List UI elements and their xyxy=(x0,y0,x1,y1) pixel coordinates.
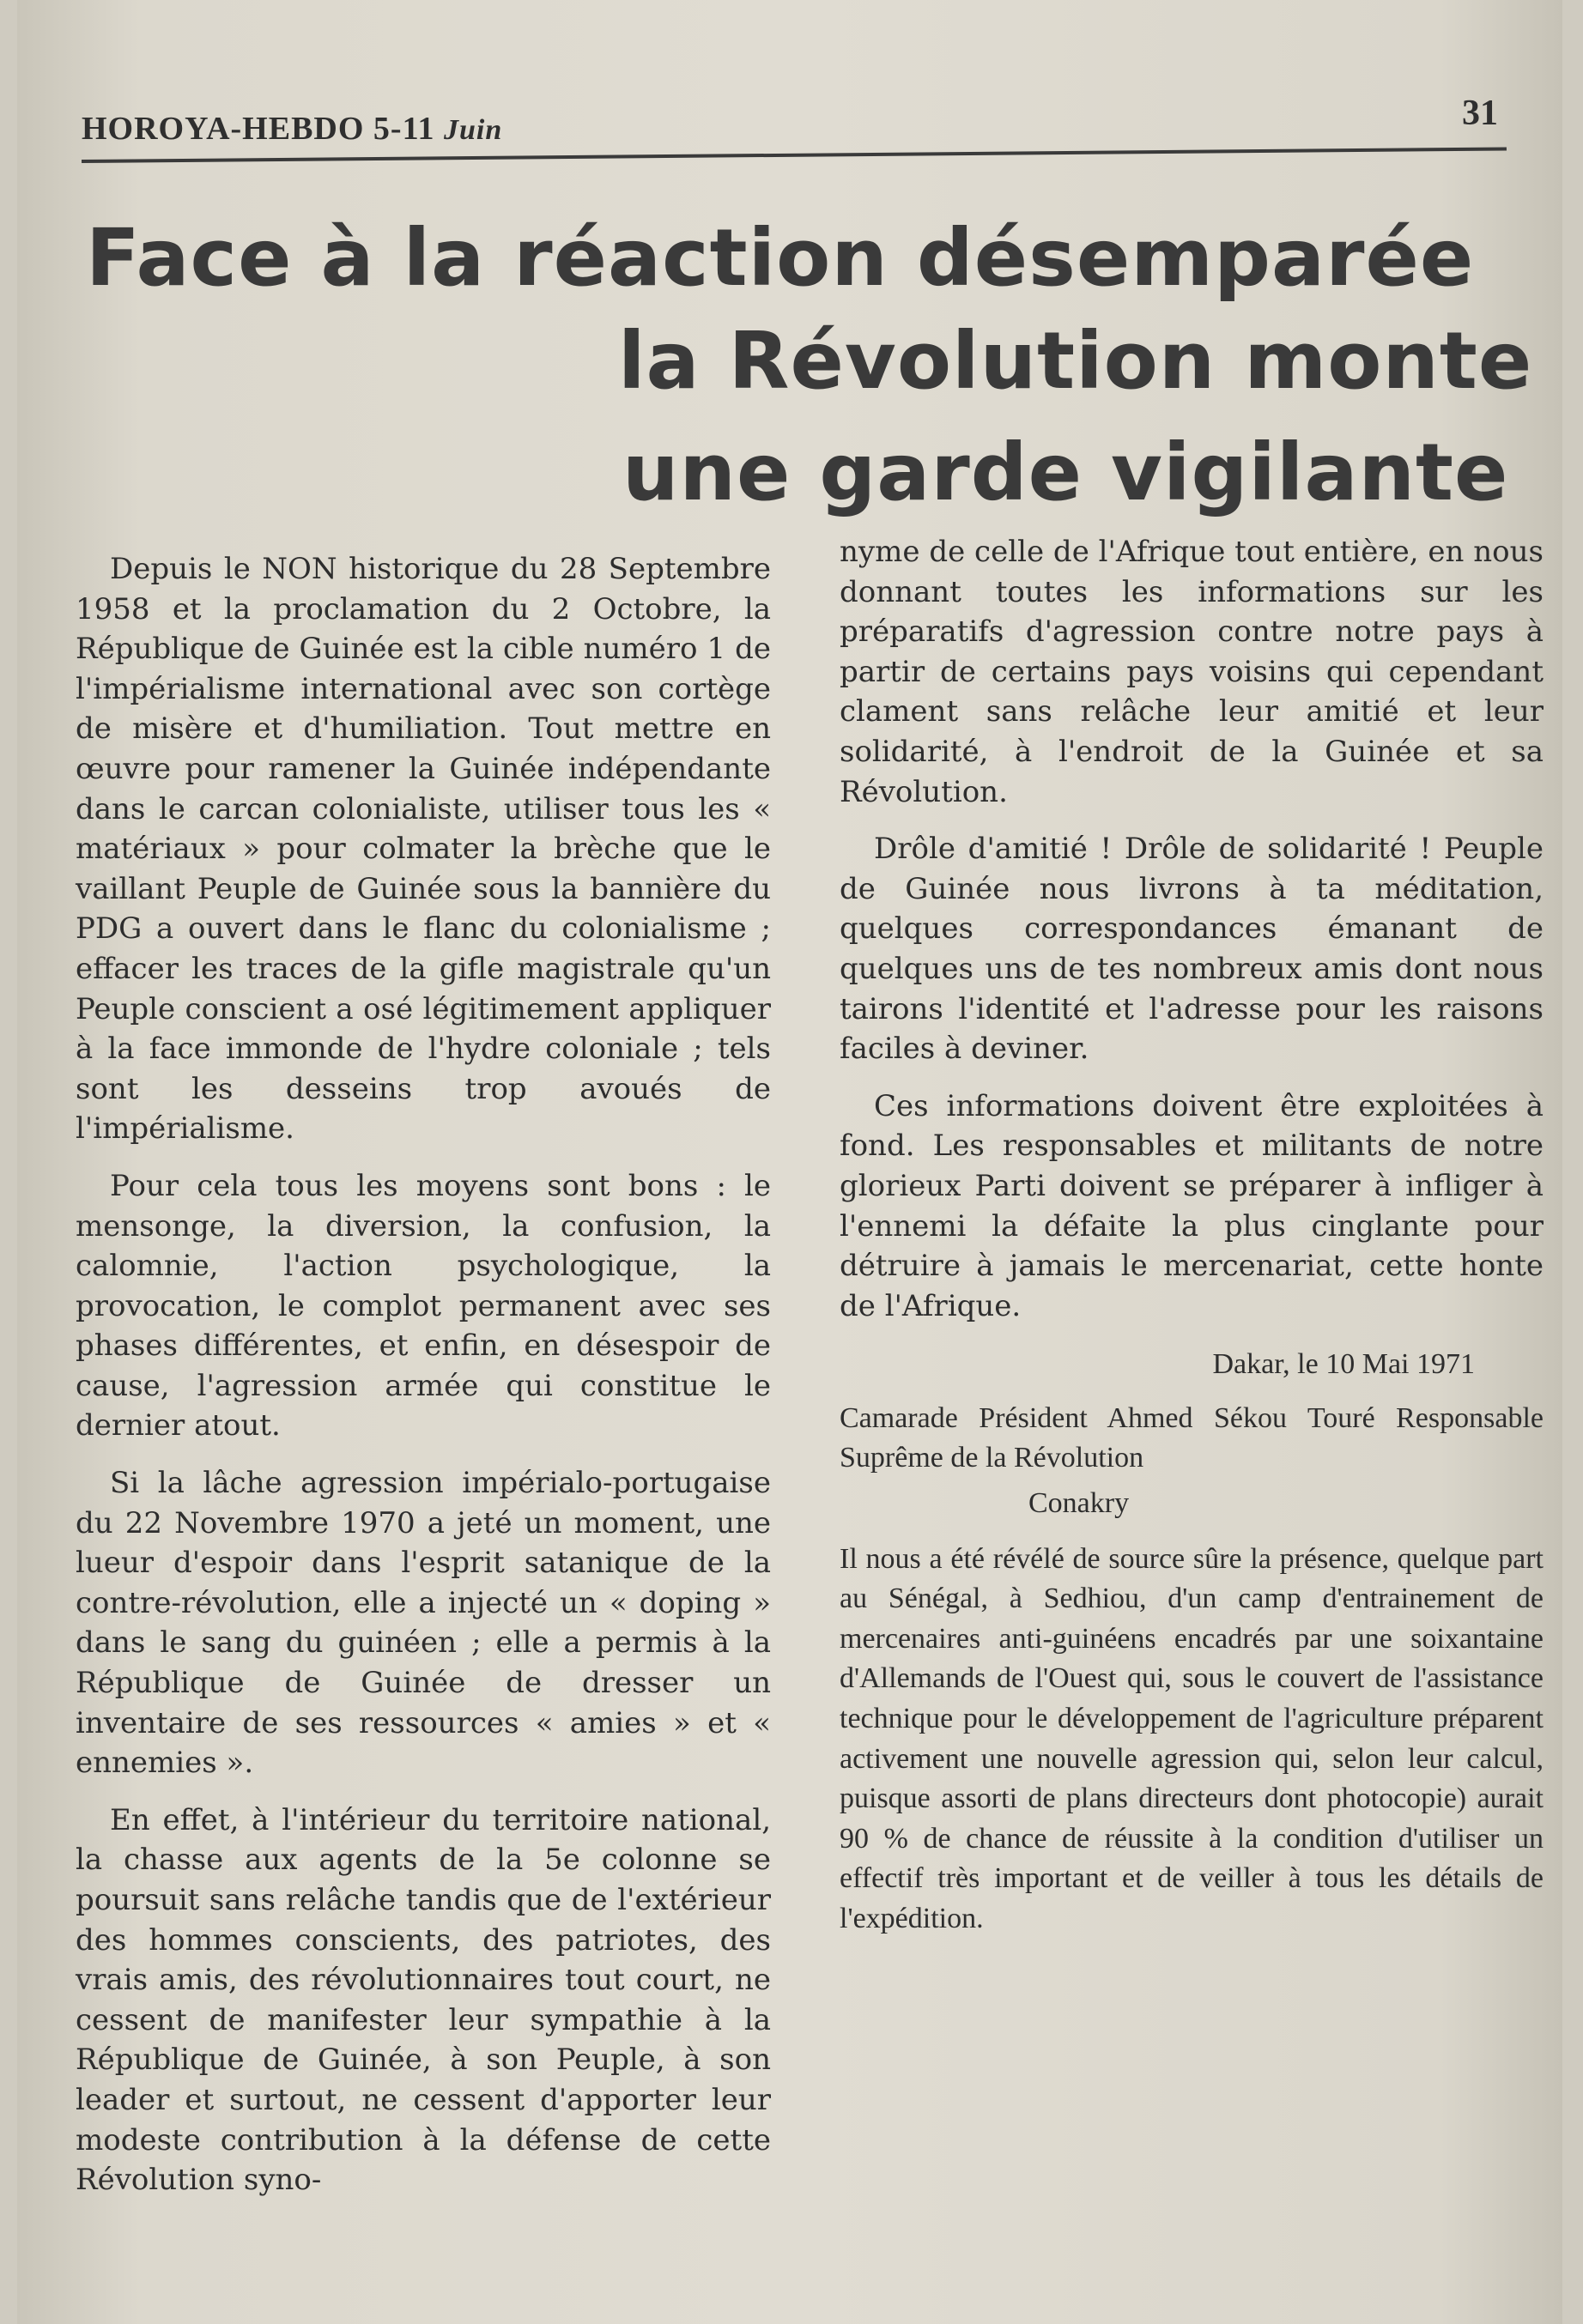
letter-body: Il nous a été révélé de source sûre la présence, quelque part au Sénégal, à Sedhiou, d'un camp d'entrainement de mercenaires anti-guinéens encadrés par une soixantaine d'Allemands de l'Ouest qui, sous le couvert de l'assistance technique pour le développement de l'agriculture préparent activement une nouvelle agression qui, selon leur calcul, puisque assorti de plans directeurs dont photocopie) aurait 90 % de chance de réussite à la condition d'utiliser un effectif très important et de veiller à tous les détails de l'expédition. xyxy=(840,1542,1544,1934)
paragraph: En effet, à l'intérieur du territoire national, la chasse aux agents de la 5e colonne se poursuit sans relâche tandis que de l'extérieur des hommes conscients, des patriotes, des vrais amis, des révolutionnaires tout court, ne cessent de manifester leur sympathie à la République de Guinée, à son Peuple, à son leader et surtout, ne cessent d'apporter leur modeste contribution à la défense de cette Révolution syno- xyxy=(76,1802,771,2198)
headline-line-1: Face à la réaction désemparée xyxy=(86,212,1475,304)
letter-dateline: Dakar, le 10 Mai 1971 xyxy=(1212,1348,1475,1381)
header-rule xyxy=(82,148,1507,163)
paragraph: Pour cela tous les moyens sont bons : le mensonge, la diversion, la confusion, la calomnie, l'action psychologique, la provocation, le complot permanent avec ses phases différentes, et enfin, en désespoir de cause, l'agression armée qui constitue le dernier atout. xyxy=(76,1168,771,1443)
left-column xyxy=(76,549,771,2218)
newspaper-page xyxy=(17,0,1562,2324)
paragraph: Depuis le NON historique du 28 Septembre 1958 et la proclamation du 2 Octobre, la République de Guinée est la cible numéro 1 de l'impérialisme international avec son cortège de misère et d'humiliation. Tout mettre en œuvre pour ramener la Guinée indépendante dans le carcan colonialiste, utiliser tous les « matériaux » pour colmater la brèche que le vaillant Peuple de Guinée sous la bannière du PDG a ouvert dans le flanc du colonialisme ; effacer les traces de la gifle magistrale qu'un Peuple conscient a osé légitimement appliquer à la face immonde de l'hydre coloniale ; tels sont les desseins trop avoués de l'impérialisme. xyxy=(76,552,771,1147)
publication-month: Juin xyxy=(443,114,503,146)
paragraph: Si la lâche agression impérialo-portugaise du 22 Novembre 1970 a jeté un moment, une lueur d'espoir dans l'esprit satanique de la contre-révolution, elle a injecté un « doping » dans le sang du guinéen ; elle a permis à la République de Guinée de dresser un inventaire de ses ressources « amies » et « ennemies ». xyxy=(76,1466,771,1781)
letter-address: Camarade Président Ahmed Sékou Touré Responsable Suprême de la Révolution xyxy=(840,1401,1544,1474)
right-column xyxy=(840,532,1544,1957)
headline-line-2: la Révolution monte xyxy=(618,315,1533,407)
page-number: 31 xyxy=(1462,94,1498,133)
paragraph: Drôle d'amitié ! Drôle de solidarité ! Peuple de Guinée nous livrons à ta méditation, quelques correspondances émanant de quelques uns de tes nombreux amis dont nous tairons l'identité et l'adresse pour les raisons faciles à deviner. xyxy=(840,832,1544,1067)
headline-line-3: une garde vigilante xyxy=(622,427,1509,518)
letter-city: Conakry xyxy=(1028,1487,1130,1520)
paragraph: nyme de celle de l'Afrique tout entière, en nous donnant toutes les informations sur les préparatifs d'agression contre notre pays à partir de certains pays voisins qui cependant clament sans relâche leur amitié et leur solidarité, à l'endroit de la Guinée et sa Révolution. xyxy=(840,535,1544,809)
publication-line xyxy=(82,110,502,148)
page-header xyxy=(82,94,1507,179)
publication-name: HOROYA-HEBDO 5-11 xyxy=(82,111,435,147)
paragraph: Ces informations doivent être exploitées à fond. Les responsables et militants de notre glorieux Parti doivent se préparer à infliger à l'ennemi la défaite la plus cinglante pour détruire à jamais le mercenariat, cette honte de l'Afrique. xyxy=(840,1088,1544,1323)
